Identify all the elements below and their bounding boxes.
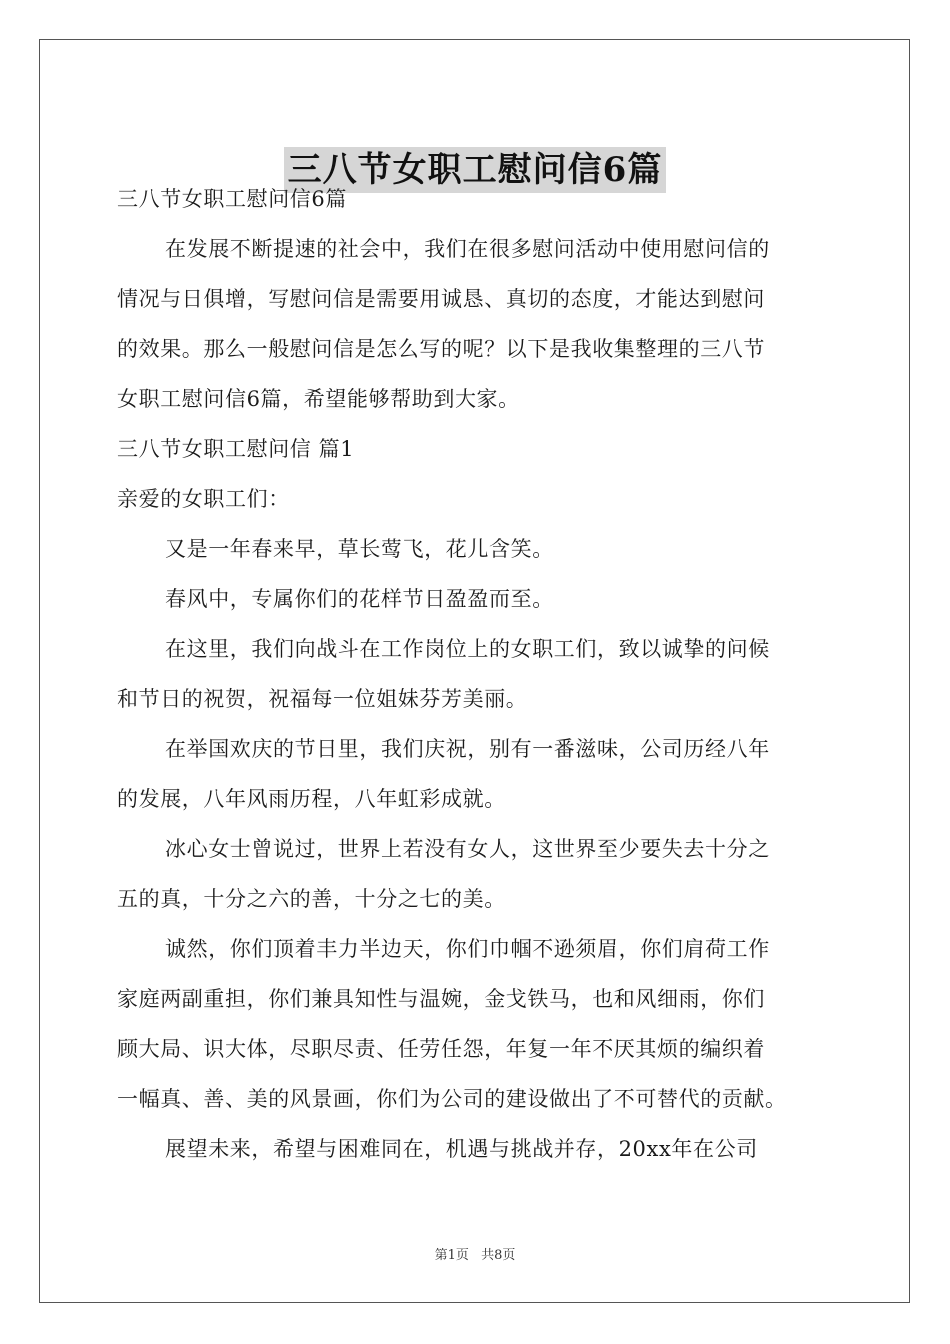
- text-line: 冰心女士曾说过，世界上若没有女人，这世界至少要失去十分之: [165, 837, 770, 861]
- document-body: [117, 174, 837, 1174]
- page-total: 共8页: [481, 1248, 516, 1263]
- text-line: 又是一年春来早，草长莺飞，花儿含笑。: [165, 537, 554, 561]
- text-line: 情况与日俱增，写慰问信是需要用诚恳、真切的态度，才能达到慰问: [117, 287, 765, 311]
- document-title: 三八节女职工慰问信6篇: [284, 147, 667, 193]
- text-line: 的效果。那么一般慰问信是怎么写的呢？以下是我收集整理的三八节: [117, 337, 765, 361]
- text-line: 的发展，八年风雨历程，八年虹彩成就。: [117, 787, 506, 811]
- text-line: 诚然，你们顶着丰力半边天，你们巾帼不逊须眉，你们肩荷工作: [165, 937, 770, 961]
- text-line: 三八节女职工慰问信6篇: [117, 187, 347, 211]
- text-line: 春风中，专属你们的花样节日盈盈而至。: [165, 587, 554, 611]
- text-line: 在这里，我们向战斗在工作岗位上的女职工们，致以诚挚的问候: [165, 637, 770, 661]
- text-line: 亲爱的女职工们：: [117, 487, 290, 511]
- text-line: 在举国欢庆的节日里，我们庆祝，别有一番滋味，公司历经八年: [165, 737, 770, 761]
- text-line: 一幅真、善、美的风景画，你们为公司的建设做出了不可替代的贡献。: [117, 1087, 787, 1111]
- text-line: 在发展不断提速的社会中，我们在很多慰问活动中使用慰问信的: [165, 237, 770, 261]
- text-line: 三八节女职工慰问信 篇1: [117, 437, 355, 461]
- text-line: 五的真，十分之六的善，十分之七的美。: [117, 887, 506, 911]
- text-line: 和节日的祝贺，祝福每一位姐妹芬芳美丽。: [117, 687, 528, 711]
- page-number: 第1页: [434, 1248, 469, 1263]
- text-line: 展望未来，希望与困难同在，机遇与挑战并存，20xx年在公司: [165, 1137, 758, 1161]
- text-line: 家庭两副重担，你们兼具知性与温婉，金戈铁马，也和风细雨，你们: [117, 987, 765, 1011]
- page-footer: [0, 1247, 950, 1265]
- text-line: 女职工慰问信6篇，希望能够帮助到大家。: [117, 387, 520, 411]
- text-line: 顾大局、识大体，尽职尽责、任劳任怨，年复一年不厌其烦的编织着: [117, 1037, 765, 1061]
